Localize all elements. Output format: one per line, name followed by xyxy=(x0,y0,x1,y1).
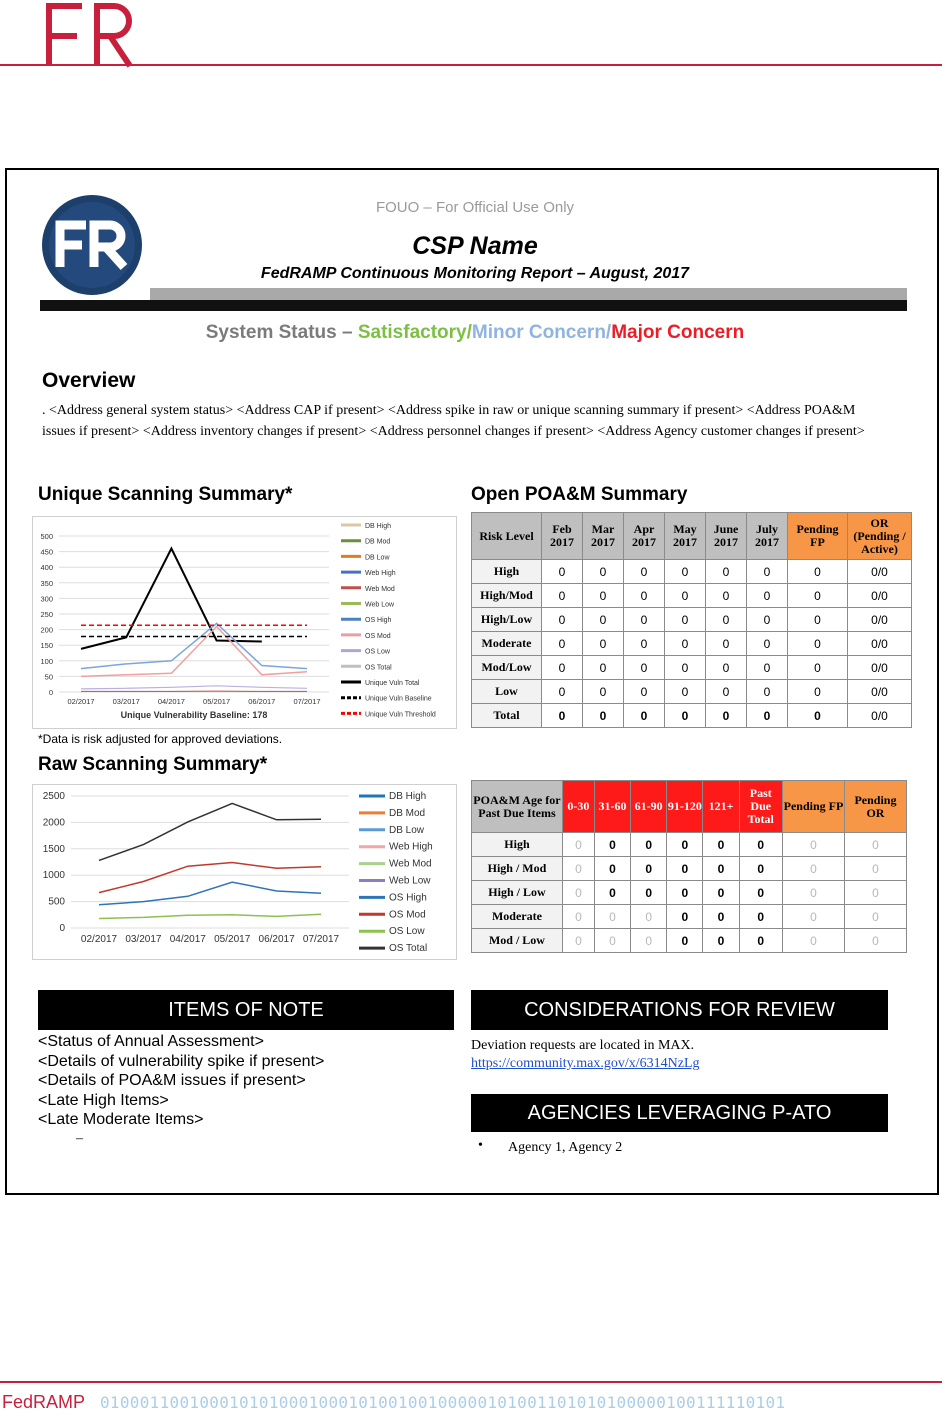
table-cell: 0/0 xyxy=(848,584,912,608)
table-cell: 0 xyxy=(739,929,782,953)
overview-title: Overview xyxy=(42,369,136,392)
x-axis-label: Unique Vulnerability Baseline: 178 xyxy=(120,710,268,720)
table-cell: 0 xyxy=(583,584,624,608)
legend-label: Web High xyxy=(365,570,396,578)
table-row xyxy=(472,929,907,953)
legend-label: OS Mod xyxy=(365,632,391,640)
table-cell: 0/0 xyxy=(848,680,912,704)
y-tick-label: 1500 xyxy=(42,843,65,855)
table-row xyxy=(472,704,912,728)
table-row xyxy=(472,857,907,881)
table-cell: 0 xyxy=(624,560,665,584)
poam-header-cell: Apr 2017 xyxy=(624,513,665,560)
poam-header-cell: Mar 2017 xyxy=(583,513,624,560)
poam-header-cell: Feb 2017 xyxy=(542,513,583,560)
age-header-cell: 61-90 xyxy=(631,781,667,833)
table-cell: 0 xyxy=(747,656,788,680)
legend-label: Unique Vuln Baseline xyxy=(365,695,432,703)
x-tick-label: 07/2017 xyxy=(293,697,321,706)
table-cell: 0 xyxy=(739,881,782,905)
table-cell: 0 xyxy=(631,929,667,953)
row-label: Mod / Low xyxy=(472,929,563,953)
agency-bullet: • xyxy=(478,1138,483,1153)
legend-label: Web Low xyxy=(389,875,431,887)
unique-scanning-chart-frame xyxy=(32,516,457,729)
y-tick-label: 2000 xyxy=(42,817,65,829)
items-of-note-item: <Details of POA&M issues if present> xyxy=(38,1072,306,1089)
legend-label: OS High xyxy=(365,617,392,625)
row-label: Moderate xyxy=(472,632,542,656)
legend-label: OS Total xyxy=(365,664,392,672)
series-line-os-mod xyxy=(99,863,321,893)
x-tick-label: 04/2017 xyxy=(157,697,185,706)
x-tick-label: 04/2017 xyxy=(169,934,206,945)
poam-header-cell: June 2017 xyxy=(706,513,747,560)
x-tick-label: 03/2017 xyxy=(125,934,162,945)
table-cell: 0 xyxy=(739,905,782,929)
table-cell: 0 xyxy=(703,881,739,905)
table-cell: 0 xyxy=(665,608,706,632)
table-row xyxy=(472,656,912,680)
y-tick-label: 0 xyxy=(48,688,53,697)
table-cell: 0 xyxy=(782,905,844,929)
table-cell: 0 xyxy=(703,929,739,953)
legend-label: OS Low xyxy=(389,926,425,938)
risk-adjusted-footnote: *Data is risk adjusted for approved deviations. xyxy=(38,732,283,746)
series-line-os-total xyxy=(99,803,321,860)
row-label: High / Mod xyxy=(472,857,563,881)
table-cell: 0 xyxy=(562,881,594,905)
age-header-cell: Pending OR xyxy=(844,781,906,833)
x-tick-label: 05/2017 xyxy=(203,697,231,706)
table-cell: 0 xyxy=(542,632,583,656)
table-cell: 0 xyxy=(844,905,906,929)
table-row xyxy=(472,905,907,929)
items-of-note-item: <Late High Items> xyxy=(38,1091,169,1109)
status-prefix: System Status – xyxy=(205,322,358,343)
table-cell: 0 xyxy=(583,632,624,656)
series-line-os-mod xyxy=(81,623,307,668)
table-cell: 0 xyxy=(583,656,624,680)
items-of-note-heading: ITEMS OF NOTE xyxy=(38,990,454,1030)
table-cell: 0 xyxy=(706,632,747,656)
table-cell: 0 xyxy=(739,857,782,881)
legend-label: OS Low xyxy=(365,648,390,656)
title-bar-black xyxy=(40,300,907,311)
legend-label: DB High xyxy=(365,523,392,530)
table-cell: 0 xyxy=(747,560,788,584)
table-cell: 0 xyxy=(583,680,624,704)
row-label: High xyxy=(472,833,563,857)
max-community-link[interactable]: https://community.max.gov/x/6314NzLg xyxy=(471,1056,700,1071)
table-cell: 0 xyxy=(667,833,703,857)
table-cell: 0 xyxy=(782,833,844,857)
table-cell: 0 xyxy=(665,704,706,728)
table-cell: 0 xyxy=(665,632,706,656)
status-major: Major Concern xyxy=(611,322,745,343)
age-header-cell: 31-60 xyxy=(594,781,630,833)
y-tick-label: 300 xyxy=(40,594,53,604)
overview-text: . <Address general system status> <Address CAP if present> <Address spike in raw or unique scanning summary if present> <Address POA&M issues if present> <Address inventory changes if present> <Address personnel changes if present> <Address Agency customer changes if present> xyxy=(42,403,865,439)
table-cell: 0 xyxy=(667,905,703,929)
table-cell: 0 xyxy=(624,680,665,704)
legend-label: OS Total xyxy=(389,943,428,955)
table-cell: 0 xyxy=(706,584,747,608)
legend-label: Unique Vuln Total xyxy=(365,680,420,687)
table-cell: 0 xyxy=(631,905,667,929)
row-label: Low xyxy=(472,680,542,704)
table-cell: 0 xyxy=(706,704,747,728)
series-line-web-high xyxy=(81,627,307,677)
table-cell: 0 xyxy=(782,857,844,881)
age-header-cell: Past Due Total xyxy=(739,781,782,833)
table-cell: 0 xyxy=(631,881,667,905)
table-cell: 0 xyxy=(562,905,594,929)
table-cell: 0 xyxy=(583,560,624,584)
table-cell: 0 xyxy=(594,905,630,929)
y-tick-label: 150 xyxy=(40,641,53,651)
y-tick-label: 500 xyxy=(40,532,53,541)
age-header-cell: 91-120 xyxy=(667,781,703,833)
age-header-cell: 0-30 xyxy=(562,781,594,833)
table-cell: 0 xyxy=(665,680,706,704)
status-satisfactory: Satisfactory/ xyxy=(357,322,472,343)
table-cell: 0 xyxy=(788,704,848,728)
table-cell: 0 xyxy=(624,584,665,608)
table-cell: 0 xyxy=(542,656,583,680)
table-row xyxy=(472,680,912,704)
footer-binary: 010001100100010101000100010100100100000101001101010100000100111110101 xyxy=(100,1393,786,1412)
table-row xyxy=(472,584,912,608)
table-cell: 0/0 xyxy=(848,632,912,656)
table-cell: 0 xyxy=(788,560,848,584)
items-of-note-item: <Status of Annual Assessment> xyxy=(38,1033,264,1050)
table-cell: 0 xyxy=(747,680,788,704)
x-tick-label: 06/2017 xyxy=(248,697,276,706)
table-cell: 0/0 xyxy=(848,656,912,680)
items-of-note-item: <Details of vulnerability spike if present> xyxy=(38,1052,325,1070)
considerations-heading: CONSIDERATIONS FOR REVIEW xyxy=(471,990,888,1030)
table-row xyxy=(472,608,912,632)
y-tick-label: 1000 xyxy=(42,870,65,882)
poam-summary-table xyxy=(471,512,912,728)
table-cell: 0 xyxy=(788,608,848,632)
table-cell: 0 xyxy=(706,560,747,584)
age-header-cell: Pending FP xyxy=(782,781,844,833)
table-cell: 0 xyxy=(739,833,782,857)
csp-name: CSP Name xyxy=(412,232,538,260)
table-cell: 0 xyxy=(624,704,665,728)
items-of-note-list xyxy=(38,1032,324,1130)
table-cell: 0 xyxy=(747,584,788,608)
raw-scanning-chart xyxy=(33,785,456,959)
fedramp-seal-logo xyxy=(38,193,146,297)
table-cell: 0 xyxy=(624,656,665,680)
unique-scanning-chart xyxy=(33,517,456,728)
table-cell: 0 xyxy=(667,857,703,881)
table-cell: 0 xyxy=(583,704,624,728)
table-cell: 0 xyxy=(844,881,906,905)
table-cell: 0 xyxy=(703,905,739,929)
title-bar-grey xyxy=(150,288,907,300)
table-cell: 0 xyxy=(788,656,848,680)
poam-header-cell: Risk Level xyxy=(472,513,542,560)
table-cell: 0 xyxy=(706,680,747,704)
table-cell: 0 xyxy=(844,857,906,881)
table-cell: 0 xyxy=(631,833,667,857)
table-cell: 0 xyxy=(703,857,739,881)
legend-label: Web Mod xyxy=(389,858,432,870)
table-cell: 0 xyxy=(594,857,630,881)
y-tick-label: 2500 xyxy=(42,791,65,802)
table-row xyxy=(472,833,907,857)
y-tick-label: 400 xyxy=(40,563,53,573)
table-cell: 0 xyxy=(562,857,594,881)
table-cell: 0 xyxy=(665,584,706,608)
table-row xyxy=(472,560,912,584)
table-cell: 0/0 xyxy=(848,608,912,632)
y-tick-label: 350 xyxy=(40,578,53,588)
table-row xyxy=(472,881,907,905)
table-cell: 0 xyxy=(782,881,844,905)
legend-label: OS Mod xyxy=(389,909,426,921)
table-cell: 0 xyxy=(542,584,583,608)
x-tick-label: 02/2017 xyxy=(67,697,95,706)
agencies-heading: AGENCIES LEVERAGING P-ATO xyxy=(471,1094,888,1132)
row-label: High xyxy=(472,560,542,584)
legend-label: DB Mod xyxy=(365,538,391,546)
y-tick-label: 0 xyxy=(59,923,65,934)
table-cell: 0 xyxy=(594,833,630,857)
table-cell: 0 xyxy=(665,656,706,680)
series-line-os-low xyxy=(99,914,321,918)
table-cell: 0 xyxy=(667,881,703,905)
legend-label: DB Low xyxy=(365,554,390,562)
status-minor: Minor Concern/ xyxy=(471,322,612,343)
y-tick-label: 500 xyxy=(48,896,65,908)
table-cell: 0 xyxy=(542,680,583,704)
table-cell: 0 xyxy=(562,929,594,953)
raw-scanning-chart-frame xyxy=(32,784,457,960)
poam-header-cell: May 2017 xyxy=(665,513,706,560)
table-cell: 0 xyxy=(706,656,747,680)
table-row xyxy=(472,632,912,656)
system-status xyxy=(100,322,850,344)
table-cell: 0 xyxy=(583,608,624,632)
x-tick-label: 05/2017 xyxy=(214,934,251,945)
x-tick-label: 06/2017 xyxy=(258,934,295,945)
poam-age-table xyxy=(471,780,907,953)
table-cell: 0 xyxy=(542,608,583,632)
age-header-cell: 121+ xyxy=(703,781,739,833)
table-cell: 0 xyxy=(562,833,594,857)
legend-label: DB High xyxy=(389,791,427,802)
table-cell: 0 xyxy=(788,584,848,608)
legend-label: Web High xyxy=(389,841,433,853)
y-tick-label: 250 xyxy=(40,610,53,619)
y-tick-label: 200 xyxy=(40,625,53,635)
x-tick-label: 07/2017 xyxy=(302,934,340,945)
legend-label: OS High xyxy=(389,892,427,904)
y-tick-label: 100 xyxy=(40,656,53,666)
legend-label: Web Low xyxy=(365,601,395,609)
table-cell: 0 xyxy=(542,704,583,728)
raw-scanning-title: Raw Scanning Summary* xyxy=(38,754,268,775)
header-rule xyxy=(0,64,942,66)
table-cell: 0 xyxy=(594,929,630,953)
row-label: Moderate xyxy=(472,905,563,929)
table-cell: 0/0 xyxy=(848,704,912,728)
table-cell: 0 xyxy=(631,857,667,881)
row-label: High/Low xyxy=(472,608,542,632)
table-cell: 0 xyxy=(788,632,848,656)
table-cell: 0 xyxy=(594,881,630,905)
table-cell: 0 xyxy=(747,632,788,656)
table-cell: 0 xyxy=(747,704,788,728)
items-of-note-item: <Late Moderate Items> xyxy=(38,1111,204,1128)
unique-scanning-title: Unique Scanning Summary* xyxy=(38,484,293,505)
series-line-os-total xyxy=(81,686,307,689)
row-label: High / Low xyxy=(472,881,563,905)
legend-label: DB Low xyxy=(389,824,425,836)
table-cell: 0 xyxy=(844,929,906,953)
footer-rule xyxy=(0,1381,942,1383)
table-cell: 0 xyxy=(703,833,739,857)
poam-header-cell: OR (Pending / Active) xyxy=(848,513,912,560)
table-cell: 0 xyxy=(747,608,788,632)
table-cell: 0 xyxy=(665,560,706,584)
table-cell: 0 xyxy=(788,680,848,704)
agency-list: Agency 1, Agency 2 xyxy=(508,1140,623,1155)
items-of-note-dash: – xyxy=(76,1131,83,1146)
x-tick-label: 03/2017 xyxy=(112,697,140,706)
table-cell: 0 xyxy=(542,560,583,584)
table-cell: 0/0 xyxy=(848,560,912,584)
considerations-text xyxy=(471,1037,700,1073)
poam-header-cell: July 2017 xyxy=(747,513,788,560)
poam-summary-title: Open POA&M Summary xyxy=(471,484,688,505)
y-tick-label: 450 xyxy=(40,547,53,557)
row-label: Mod/Low xyxy=(472,656,542,680)
table-cell: 0 xyxy=(706,608,747,632)
row-label: Total xyxy=(472,704,542,728)
table-cell: 0 xyxy=(782,929,844,953)
table-cell: 0 xyxy=(844,833,906,857)
footer-brand: FedRAMP xyxy=(2,1392,86,1412)
deviation-note: Deviation requests are located in MAX. xyxy=(471,1038,695,1053)
fouo-label: FOUO – For Official Use Only xyxy=(375,199,575,216)
legend-label: Web Mod xyxy=(365,585,395,593)
table-cell: 0 xyxy=(624,632,665,656)
table-cell: 0 xyxy=(667,929,703,953)
fedramp-header-logo xyxy=(0,0,140,70)
poam-header-cell: Pending FP xyxy=(788,513,848,560)
y-tick-label: 50 xyxy=(44,672,53,682)
report-title: FedRAMP Continuous Monitoring Report – August, 2017 xyxy=(260,265,690,282)
legend-label: Unique Vuln Threshold xyxy=(365,711,436,719)
x-tick-label: 02/2017 xyxy=(80,934,118,945)
age-header-cell: POA&M Age for Past Due Items xyxy=(472,781,563,833)
table-cell: 0 xyxy=(624,608,665,632)
row-label: High/Mod xyxy=(472,584,542,608)
legend-label: DB Mod xyxy=(389,807,426,819)
